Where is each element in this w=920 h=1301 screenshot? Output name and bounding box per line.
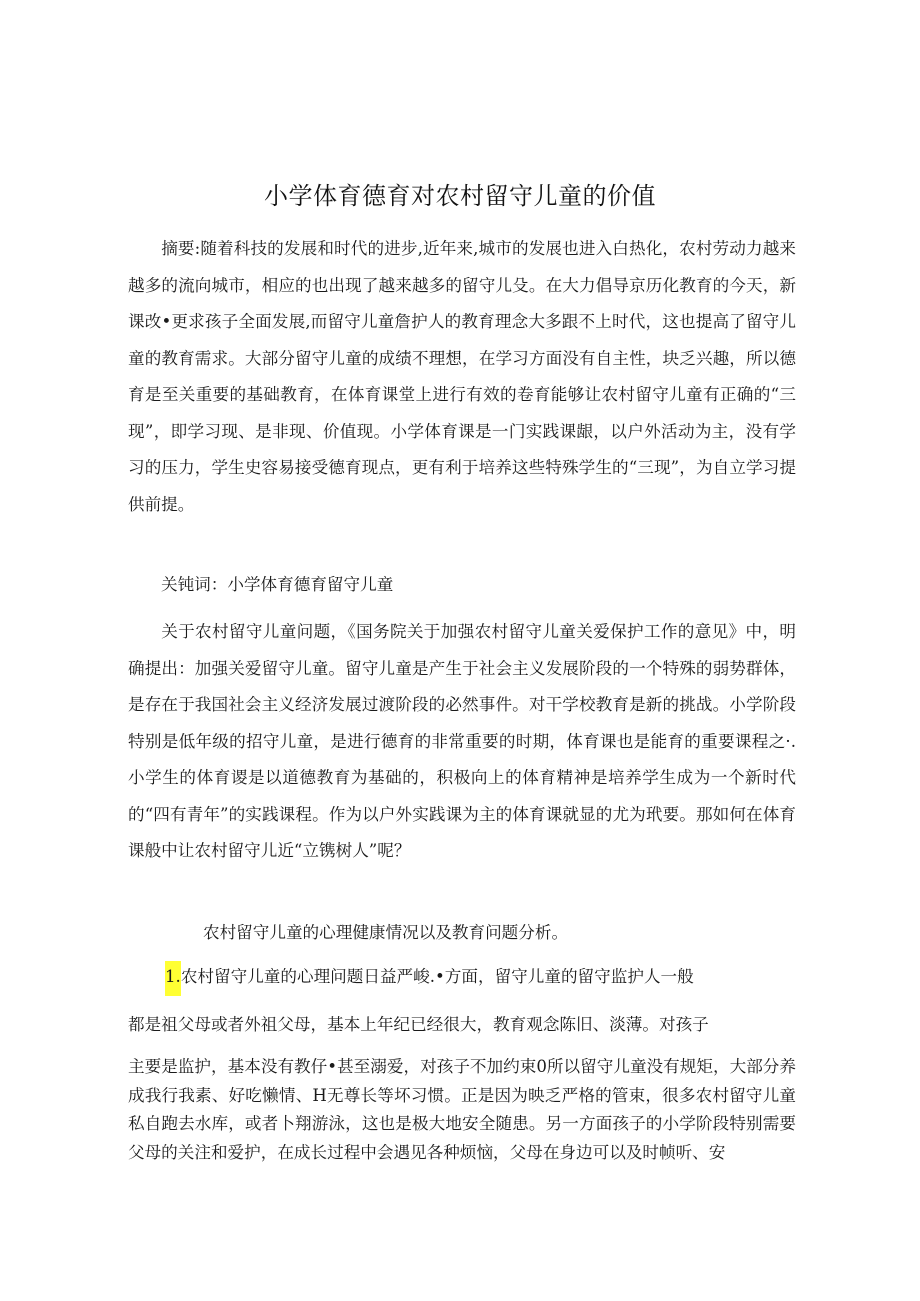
continuation-line: 都是祖父母或者外祖父母，基本上年纪已经很大，教育观念陈旧、淡薄。对孩子 — [128, 1015, 709, 1034]
abstract-paragraph: 摘要:随着科技的发展和时代的进步,近年来,城市的发展也进入白热化，农村劳动力越来越多的流向城市，相应的也出现了越来越多的留守儿殳。在大力倡导京历化教育的今天，新课改•更求孩子全面发展,而留守儿童詹护人的教育理念大多跟不上时代，这也提高了留守儿童的教育需求。大部分留守儿童的成绩不理想，在学习方面没有自主性，块乏兴趣，所以德育是至关重要的基础教育，在体育课堂上进行有效的卷育能够让农村留守儿童有正确的“三现”，即学习现、是非现、价值现。小学体育课是一门实践课龈，以户外活动为主，没有学习的压力，学生史容易接受德育现点，更有利于培养这些特殊学生的“三现”，为自立学习提供前提。 — [128, 239, 796, 514]
item-number-highlight: 1. — [165, 961, 181, 996]
document-title: 小学体育德育对农村留守儿童的价值 — [264, 182, 656, 210]
item-text: 农村留守儿童的心理问题日益严峻.•方面，留守儿童的留守监护人一般 — [180, 967, 694, 986]
list-item-1 — [165, 965, 694, 989]
section-heading: 农村留守儿童的心理健康情况以及教育问题分析。 — [203, 923, 569, 942]
intro-paragraph: 关于农村留守儿童问题，《国务院关于加强农村留守儿童关爱保护工作的意见》中，明确提出：加强关爱留守儿童。留守儿童是产生于社会主义发展阶段的一个特殊的弱势群体，是存在于我国社会主义经济发展过渡阶段的必然事件。对干学校教育是新的挑战。小学阶段特别是低年级的招守儿童，是进行德育的非常重要的时期，体育课也是能育的重要课程之·.小学生的体育谡是以道德教育为基础的，积极向上的体育精神是培养学生成为一个新时代的“四有青年”的实践课程。作为以户外实践课为主的体育课就显的尤为玳要。那如何在体育课般中让农村留守儿近“立镌树人”呢？ — [128, 622, 796, 860]
keywords-line: 关钝词：小学体育德育留守儿童 — [161, 575, 394, 594]
final-paragraph: 主要是监护，基本没有教仔•甚至溺爱，对孩子不加约束0所以留守儿童没有规矩，大部分养成我行我素、好吃懒情、H无尊长等坏习惯。正是因为映乏严格的管束，很多农村留守儿童私自跑去水库，或者卜翔游泳，这也是极大地安全随患。另一方面孩子的小学阶段特别需要父母的关注和爱护，在成长过程中会遇见各种烦恼，父母在身边可以及时帧听、安 — [128, 1057, 796, 1162]
